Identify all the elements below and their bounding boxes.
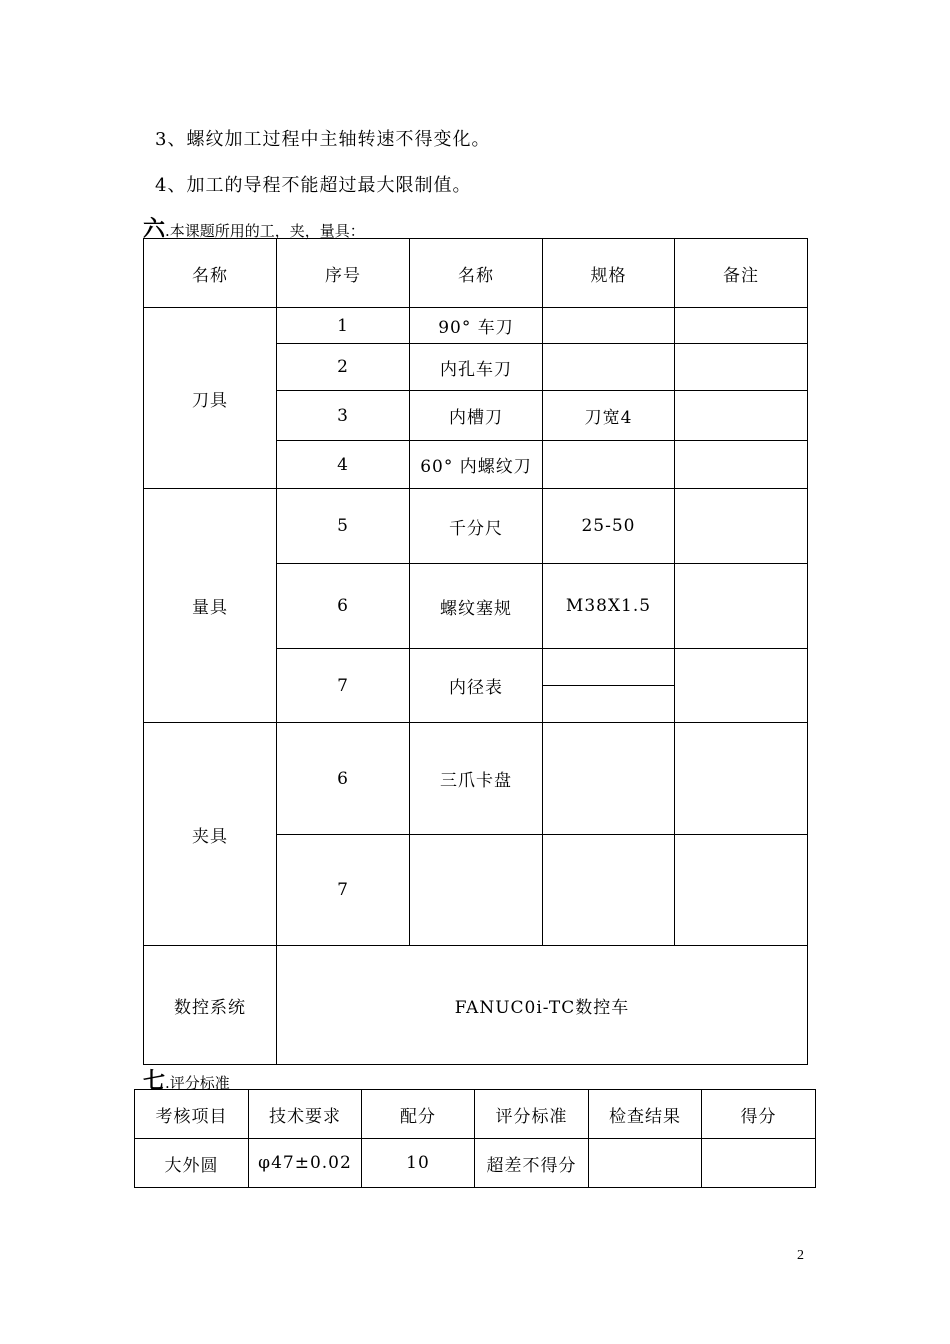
table-row [144, 489, 808, 564]
tools-header-row [144, 239, 808, 308]
header-criteria: 评分标准 [475, 1090, 589, 1139]
header-note: 备注 [675, 239, 808, 308]
cell-name: 内径表 [410, 649, 543, 723]
group-measuring-tools: 量具 [144, 489, 277, 723]
header-item: 考核项目 [135, 1090, 249, 1139]
cell-note [675, 344, 808, 391]
table-row [144, 723, 808, 835]
cell-score [702, 1139, 816, 1188]
table-row [144, 308, 808, 344]
cell-note [675, 308, 808, 344]
header-seq: 序号 [277, 239, 410, 308]
group-fixtures: 夹具 [144, 723, 277, 946]
cell-spec [543, 441, 675, 489]
cell-note [675, 649, 808, 723]
cell-spec: 刀宽4 [543, 391, 675, 441]
cell-name: 千分尺 [410, 489, 543, 564]
cell-seq: 1 [277, 308, 410, 344]
cell-criteria: 超差不得分 [475, 1139, 589, 1188]
cell-spec [543, 835, 675, 946]
cell-spec: M38X1.5 [543, 564, 675, 649]
cell-name: 60° 内螺纹刀 [410, 441, 543, 489]
cell-name: 螺纹塞规 [410, 564, 543, 649]
cell-requirement: φ47±0.02 [249, 1139, 362, 1188]
cell-note [675, 441, 808, 489]
header-category: 名称 [144, 239, 277, 308]
cell-seq: 4 [277, 441, 410, 489]
section7-title: .评分标准 [165, 1074, 230, 1092]
requirement-3: 3、螺纹加工过程中主轴转速不得变化。 [155, 129, 491, 150]
cell-note [675, 489, 808, 564]
section6-number: 六 [143, 216, 166, 242]
cell-name: 90° 车刀 [410, 308, 543, 344]
group-cutting-tools: 刀具 [144, 308, 277, 489]
header-score: 得分 [702, 1090, 816, 1139]
system-label: 数控系统 [144, 946, 277, 1065]
page-number: 2 [797, 1248, 804, 1263]
system-value: FANUC0i-TC数控车 [277, 946, 808, 1065]
cell-note [675, 564, 808, 649]
cell-spec-top [543, 649, 674, 686]
header-result: 检查结果 [589, 1090, 702, 1139]
cell-seq: 7 [277, 649, 410, 723]
cell-seq: 6 [277, 564, 410, 649]
cell-spec-split [543, 649, 675, 723]
section7-number: 七 [143, 1068, 166, 1094]
header-points: 配分 [362, 1090, 475, 1139]
cell-spec [543, 308, 675, 344]
cell-seq: 3 [277, 391, 410, 441]
header-requirement: 技术要求 [249, 1090, 362, 1139]
cell-name: 内槽刀 [410, 391, 543, 441]
cell-note [675, 835, 808, 946]
cell-spec-bottom [543, 686, 674, 722]
tools-table [143, 238, 808, 1065]
scoring-header-row [135, 1090, 816, 1139]
cell-spec [543, 344, 675, 391]
cell-points: 10 [362, 1139, 475, 1188]
cell-result [589, 1139, 702, 1188]
cell-seq: 2 [277, 344, 410, 391]
cell-name [410, 835, 543, 946]
cell-seq: 6 [277, 723, 410, 835]
cell-seq: 7 [277, 835, 410, 946]
system-row [144, 946, 808, 1065]
section6-title: .本课题所用的工，夹，量具： [165, 222, 365, 240]
cell-note [675, 391, 808, 441]
cell-name: 三爪卡盘 [410, 723, 543, 835]
cell-item: 大外圆 [135, 1139, 249, 1188]
header-name: 名称 [410, 239, 543, 308]
cell-spec: 25-50 [543, 489, 675, 564]
table-row [135, 1139, 816, 1188]
cell-spec [543, 723, 675, 835]
cell-note [675, 723, 808, 835]
requirement-4: 4、加工的导程不能超过最大限制值。 [155, 175, 472, 196]
scoring-table [134, 1089, 816, 1188]
header-spec: 规格 [543, 239, 675, 308]
cell-name: 内孔车刀 [410, 344, 543, 391]
cell-seq: 5 [277, 489, 410, 564]
